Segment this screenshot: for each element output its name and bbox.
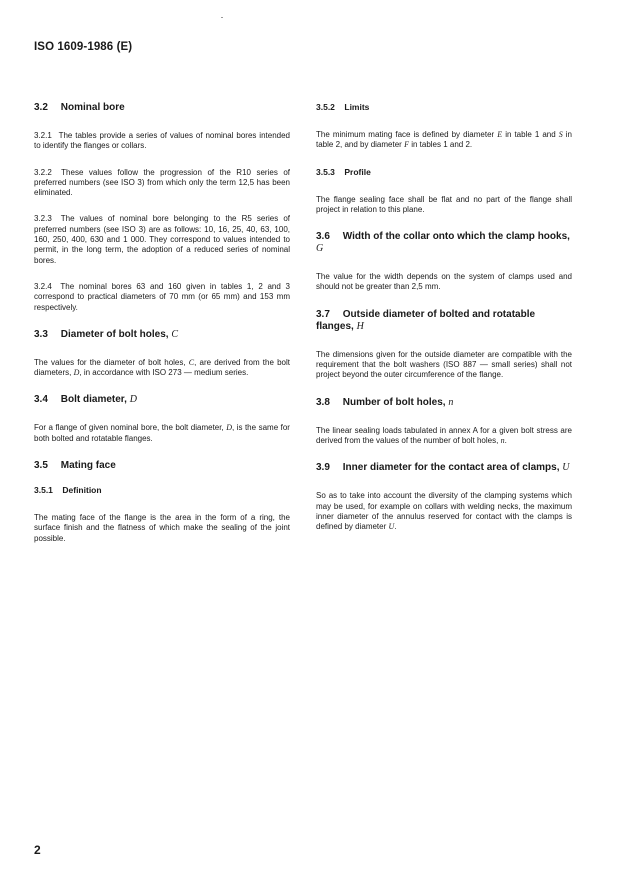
heading-3-6: 3.6 Width of the collar onto which the clamp hooks, G: [316, 231, 570, 255]
para-3-2-1: 3.2.1 The tables provide a series of values of nominal bores intended to identify the flanges or collars.: [34, 131, 291, 151]
para-3-8: The linear sealing loads tabulated in annex A for a given bolt stress are derived from the values of the number of bolt holes, n.: [316, 425, 572, 445]
para-3-2-3: 3.2.3 The values of nominal bore belonging to the R5 series of preferred numbers (see ISO 3) are as follows: 10, 16, 25, 40, 63, 100, 160, 250, 400, 630 and 1 000. They correspond to values intended to permit, in the long term, the adoption of a reduced series of nominal bores.: [34, 214, 290, 265]
para-3-4: For a flange of given nominal bore, the bolt diameter, D, is the same for both bolted and rotatable flanges.: [34, 423, 290, 443]
heading-3-5: 3.5 Mating face: [34, 460, 116, 472]
heading-3-2: 3.2 Nominal bore: [34, 102, 125, 113]
para-3-9: So as to take into account the diversity of the clamping systems which may be used, for example on collars with welding necks, the maximum inner diameter of the annulus reserved for contact with the clamps is defined by diameter U.: [316, 491, 572, 532]
heading-3-7: 3.7 Outside diameter of bolted and rotatable flanges, H: [316, 308, 536, 332]
para-3-5-1: The mating face of the flange is the area in the form of a ring, the surface finish and the flatness of which make the sealing of the joint possible.: [34, 513, 290, 543]
right-column: [316, 102, 572, 532]
para-3-3: The values for the diameter of bolt holes, C, are derived from the bolt diameters, D, in accordance with ISO 273 — medium series.: [34, 357, 290, 378]
heading-3-5-2: 3.5.2 Limits: [316, 102, 370, 112]
heading-3-5-3: 3.5.3 Profile: [316, 166, 371, 177]
heading-3-8: 3.8 Number of bolt holes, n: [316, 396, 454, 408]
left-column: [34, 102, 290, 544]
para-3-5-2: The minimum mating face is defined by diameter E in table 1 and S in table 2, and by diameter F in tables 1 and 2.: [316, 130, 572, 150]
para-3-5-3: The flange sealing face shall be flat and no part of the flange shall project in relation to this plane.: [316, 194, 572, 214]
page-number: 2: [34, 843, 41, 857]
heading-3-3: 3.3 Diameter of bolt holes, C: [34, 328, 179, 340]
para-3-2-2: 3.2.2 These values follow the progression of the R10 series of preferred numbers (see ISO 3) from which only the term 12,5 has been eliminated.: [34, 167, 291, 198]
para-3-2-4: 3.2.4 The nominal bores 63 and 160 given in tables 1, 2 and 3 correspond to practical diameters of 70 mm (or 65 mm) and 153 mm respectively.: [34, 281, 290, 312]
scan-speck: [221, 17, 223, 18]
heading-3-4: 3.4 Bolt diameter, D: [34, 394, 137, 406]
document-id: ISO 1609-1986 (E): [34, 41, 133, 53]
heading-3-9: 3.9 Inner diameter for the contact area of clamps, U: [316, 462, 570, 474]
para-3-6: The value for the width depends on the system of clamps used and should not be greater than 2,5 mm.: [316, 272, 572, 292]
para-3-7: The dimensions given for the outside diameter are compatible with the requirement that the bolt washers (ISO 887 — small series) shall not project beyond the outer circumference of the flange.: [316, 349, 572, 380]
heading-3-5-1: 3.5.1 Definition: [34, 485, 102, 496]
